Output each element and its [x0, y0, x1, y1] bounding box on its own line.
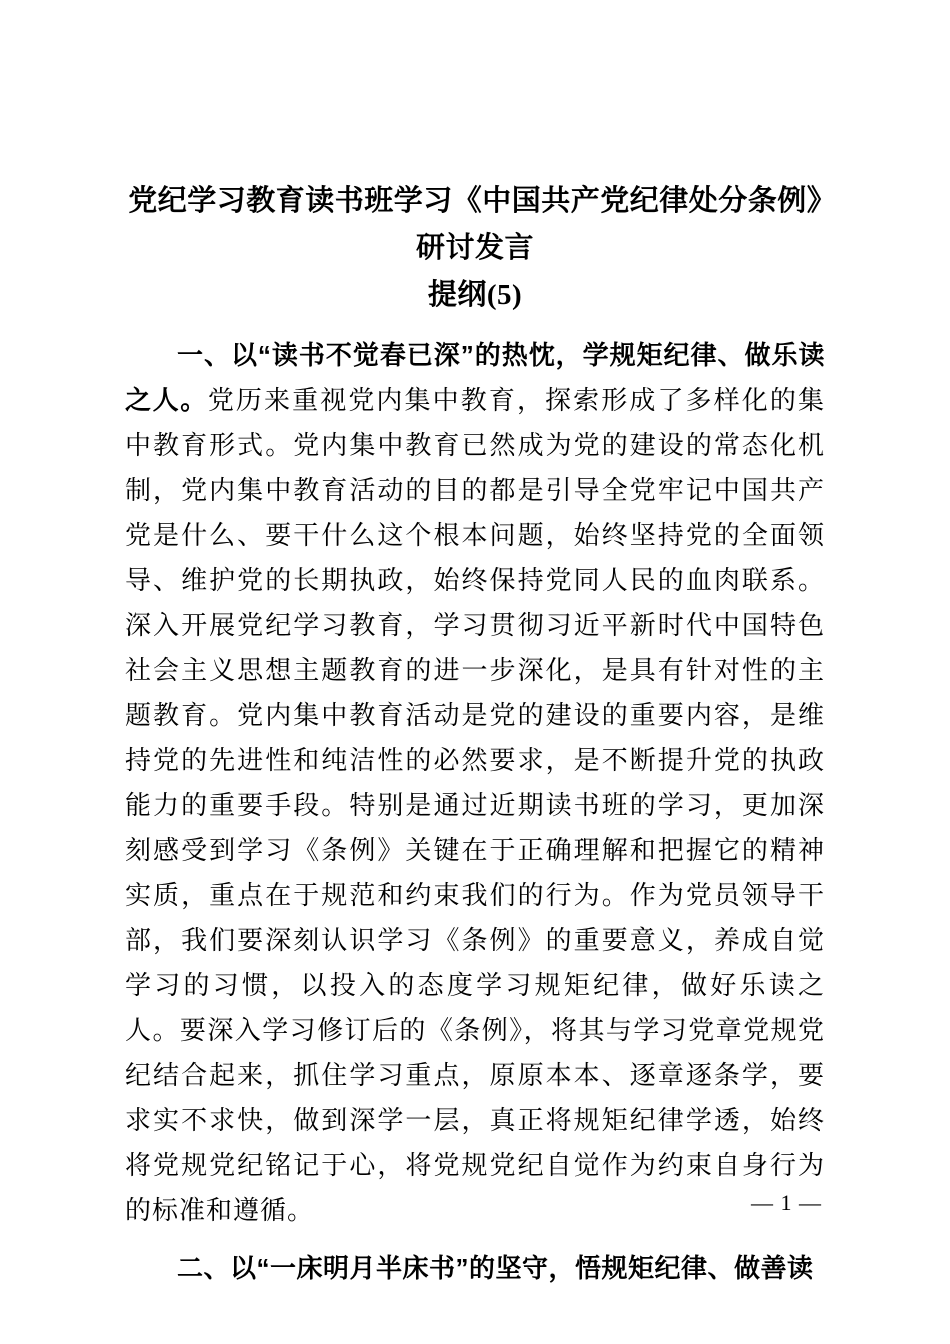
title-line-1: 党纪学习教育读书班学习《中国共产党纪律处分条例》研讨发言 [128, 185, 822, 264]
page-number: — 1 — [751, 1190, 822, 1215]
section-2-heading: 二、以“一床明月半床书”的坚守，悟规矩纪律、做善读 [177, 1253, 814, 1283]
section-1-body: 党历来重视党内集中教育，探索形成了多样化的集中教育形式。党内集中教育已然成为党的建设的常态化机制，党内集中教育活动的目的都是引导全党牢记中国共产党是什么、要干什么这个根本问题，始终坚持党的全面领导、维护党的长期执政，始终保持党同人民的血肉联系。深入开展党纪学习教育，学习贯彻习近平新时代中国特色社会主义思想主题教育的进一步深化，是具有针对性的主题教育。党内集中教育活动是党的建设的重要内容，是维持党的先进性和纯洁性的必然要求，是不断提升党的执政能力的重要手段。特别是通过近期读书班的学习，更加深刻感受到学习《条例》关键在于正确理解和把握它的精神实质，重点在于规范和约束我们的行为。作为党员领导干部，我们要深刻认识学习《条例》的重要意义，养成自觉学习的习惯，以投入的态度学习规矩纪律，做好乐读之人。要深入学习修订后的《条例》，将其与学习党章党规党纪结合起来，抓住学习重点，原原本本、逐章逐条学，要求实不求快，做到深学一层，真正将规矩纪律学透，始终将党规党纪铭记于心，将党规党纪自觉作为约束自身行为的标准和遵循。 [125, 386, 825, 1225]
section-1-heading: 一、以“读书不觉春已深”的热忱，学规矩纪律、做乐读之人。 [125, 340, 825, 415]
document-title [125, 178, 825, 319]
paragraph-section-2 [125, 1246, 825, 1291]
title-line-2: 提纲(5) [427, 279, 523, 311]
paragraph-section-1 [125, 333, 825, 1233]
